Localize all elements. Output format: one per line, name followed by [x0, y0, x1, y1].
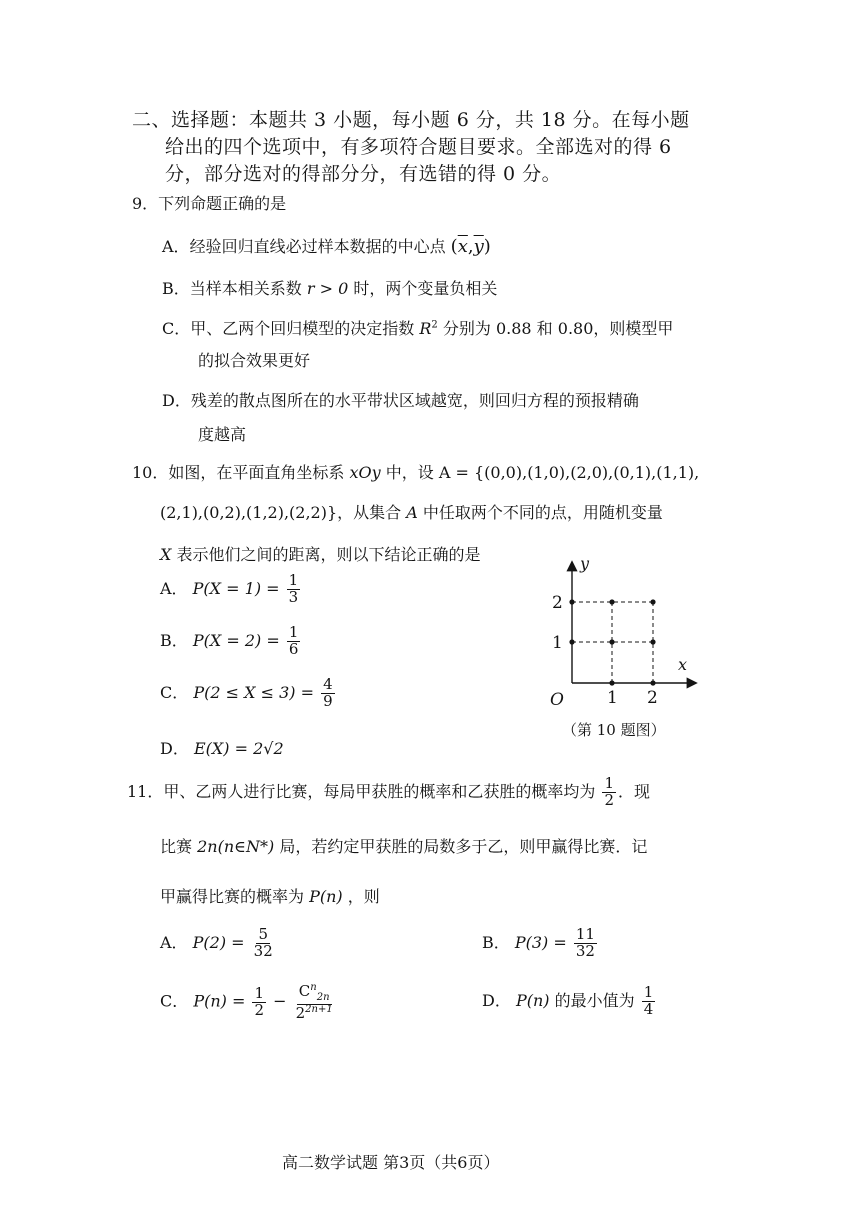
coordinate-system: xOy — [349, 463, 381, 482]
q9-option-d — [162, 388, 639, 411]
point-0-2 — [569, 599, 574, 604]
option-label: B． — [482, 932, 510, 952]
denominator: 32 — [575, 941, 595, 960]
q10-line2 — [160, 500, 663, 523]
q11-option-b — [482, 927, 599, 960]
fraction — [294, 983, 335, 1021]
option-label: B． — [160, 630, 188, 650]
q10-option-a — [160, 573, 302, 606]
superscript: n — [310, 982, 317, 993]
point-2-2 — [650, 599, 655, 604]
prob-expr: P(3) = — [514, 932, 567, 952]
fraction — [252, 927, 275, 960]
q9-option-b — [162, 276, 497, 299]
option-text: 时，两个变量负相关 — [353, 279, 498, 298]
y-axis-label: y — [580, 555, 590, 573]
prob-fn: P(n) — [515, 990, 550, 1010]
q9-option-c — [162, 316, 673, 339]
denominator: 4 — [643, 999, 654, 1018]
q9-option-d-line2: 度越高 — [198, 425, 247, 444]
denominator: 2 — [254, 1000, 265, 1019]
denominator: 6 — [288, 639, 299, 658]
denominator: 9 — [323, 691, 333, 710]
point-0-1 — [569, 639, 574, 644]
random-variable: X — [160, 545, 172, 564]
fraction — [602, 776, 616, 809]
prob-expr: P(X = 1) = — [192, 578, 280, 598]
point-2-1 — [650, 639, 655, 644]
x-tick-1: 1 — [607, 688, 618, 705]
prob-fn: P(n) — [309, 887, 343, 906]
condition-expr: r > 0 — [306, 279, 349, 298]
q10-option-c — [160, 677, 337, 710]
prob-expr: P(X = 2) = — [192, 630, 280, 650]
option-label: D． — [160, 739, 189, 758]
numerator: 5 — [258, 925, 268, 943]
denominator: 3 — [288, 587, 299, 606]
q11-line1 — [127, 776, 650, 809]
option-label: C． — [160, 991, 189, 1011]
option-text: 分别为 0.88 和 0.80，则模型甲 — [442, 319, 674, 338]
page-footer: 高二数学试题 第3页（共6页） — [282, 1153, 500, 1172]
text: 的最小值为 — [554, 990, 635, 1010]
q9-stem: 9．下列命题正确的是 — [132, 194, 287, 213]
text: 比赛 — [160, 837, 193, 856]
point-1-1 — [609, 639, 614, 644]
text: 表示他们之间的距离，则以下结论正确的是 — [176, 545, 481, 564]
fraction — [252, 983, 266, 1019]
origin-label: O — [550, 690, 564, 705]
prob-expr: P(2) = — [192, 932, 245, 952]
y-tick-2: 2 — [552, 593, 563, 613]
denominator: 32 — [253, 941, 273, 960]
q9-option-c-line2: 的拟合效果更好 — [198, 351, 311, 370]
figure-caption: （第 10 题图） — [562, 721, 666, 739]
numerator: 1 — [288, 571, 299, 589]
numerator: 11 — [575, 925, 595, 943]
text: 中，设 — [385, 463, 434, 482]
q10-option-d — [160, 736, 284, 759]
section-heading-line2: 给出的四个选项中，有多项符合题目要求。全部选对的得 6 — [165, 136, 672, 158]
q10-figure — [540, 555, 710, 705]
section-heading-line1: 二、选择题：本题共 3 小题，每小题 6 分，共 18 分。在每小题 — [132, 109, 690, 131]
set-expr: (2,1),(0,2),(1,2),(2,2)} — [160, 503, 338, 522]
subscript: 2n — [316, 992, 330, 1003]
prob-expr: P(n) = — [193, 991, 246, 1011]
text: 11．甲、乙两人进行比赛，每局甲获胜的概率和乙获胜的概率均为 — [127, 781, 596, 801]
numerator: 1 — [288, 623, 299, 641]
numerator: 4 — [323, 675, 333, 693]
option-label: B． — [162, 279, 190, 298]
r-squared: R — [419, 319, 432, 338]
denominator: 2 — [604, 790, 615, 809]
point-2-0 — [650, 680, 655, 685]
text: ．现 — [618, 781, 651, 801]
fraction — [574, 927, 597, 960]
superscript: 2 — [431, 319, 438, 331]
fraction — [287, 625, 301, 658]
option-label: A． — [160, 932, 188, 952]
point-1-2 — [609, 599, 614, 604]
x-tick-2: 2 — [647, 688, 658, 705]
numerator: 1 — [254, 983, 265, 1002]
option-label: A． — [162, 237, 190, 256]
q11-option-d — [482, 985, 657, 1018]
center-point-expr: $(\overline{x},\overline{y})$ — [450, 236, 491, 257]
option-text: 当样本相关系数 — [189, 279, 302, 298]
section-heading-line3: 分，部分选对的得部分分，有选错的得 0 分。 — [165, 163, 562, 185]
option-label: C． — [160, 682, 189, 702]
text: 中任取两个不同的点，用随机变量 — [422, 503, 663, 522]
fraction — [321, 677, 335, 710]
option-label: D． — [162, 391, 191, 410]
q11-option-c — [160, 983, 337, 1021]
text: ，则 — [347, 887, 380, 906]
text: ，从集合 — [337, 503, 402, 522]
option-label: D． — [482, 990, 511, 1010]
numerator: 1 — [604, 774, 615, 792]
option-text: 经验回归直线必过样本数据的中心点 — [189, 237, 446, 256]
prob-expr: P(2 ≤ X ≤ 3) = — [193, 682, 314, 702]
q11-option-a — [160, 927, 277, 960]
y-tick-1: 1 — [552, 633, 563, 653]
option-text: 甲、乙两个回归模型的决定指数 — [190, 319, 415, 338]
q10-line1 — [132, 460, 699, 483]
text: 10．如图，在平面直角坐标系 — [132, 463, 345, 482]
option-label: A． — [160, 578, 188, 598]
q10-option-b — [160, 625, 302, 658]
x-axis-label: x — [678, 655, 688, 674]
q9-option-a — [162, 234, 491, 257]
minus-sign: − — [273, 991, 287, 1011]
combination-symbol: C — [298, 982, 311, 1000]
option-label: C． — [162, 319, 191, 338]
numerator — [297, 983, 332, 1005]
fraction — [642, 985, 656, 1018]
option-text: 残差的散点图所在的水平带状区域越宽，则回归方程的预报精确 — [190, 391, 639, 410]
superscript: 2n+1 — [305, 1003, 333, 1015]
point-1-0 — [609, 680, 614, 685]
fraction — [287, 573, 301, 606]
text: 甲赢得比赛的概率为 — [160, 887, 305, 906]
set-expr: A = {(0,0),(1,0),(2,0),(0,1),(1,1), — [438, 463, 700, 482]
q11-line2 — [160, 834, 647, 857]
base: 2 — [295, 1003, 306, 1022]
expectation-expr: E(X) = 2√2 — [193, 739, 284, 758]
numerator: 1 — [643, 983, 654, 1001]
q11-line3 — [160, 884, 380, 907]
q10-line3 — [160, 542, 481, 565]
games-expr: 2n(n∈N*) — [197, 837, 275, 856]
denominator — [294, 1005, 335, 1022]
text: 局，若约定甲获胜的局数多于乙，则甲赢得比赛．记 — [279, 837, 648, 856]
set-name: A — [406, 503, 418, 522]
